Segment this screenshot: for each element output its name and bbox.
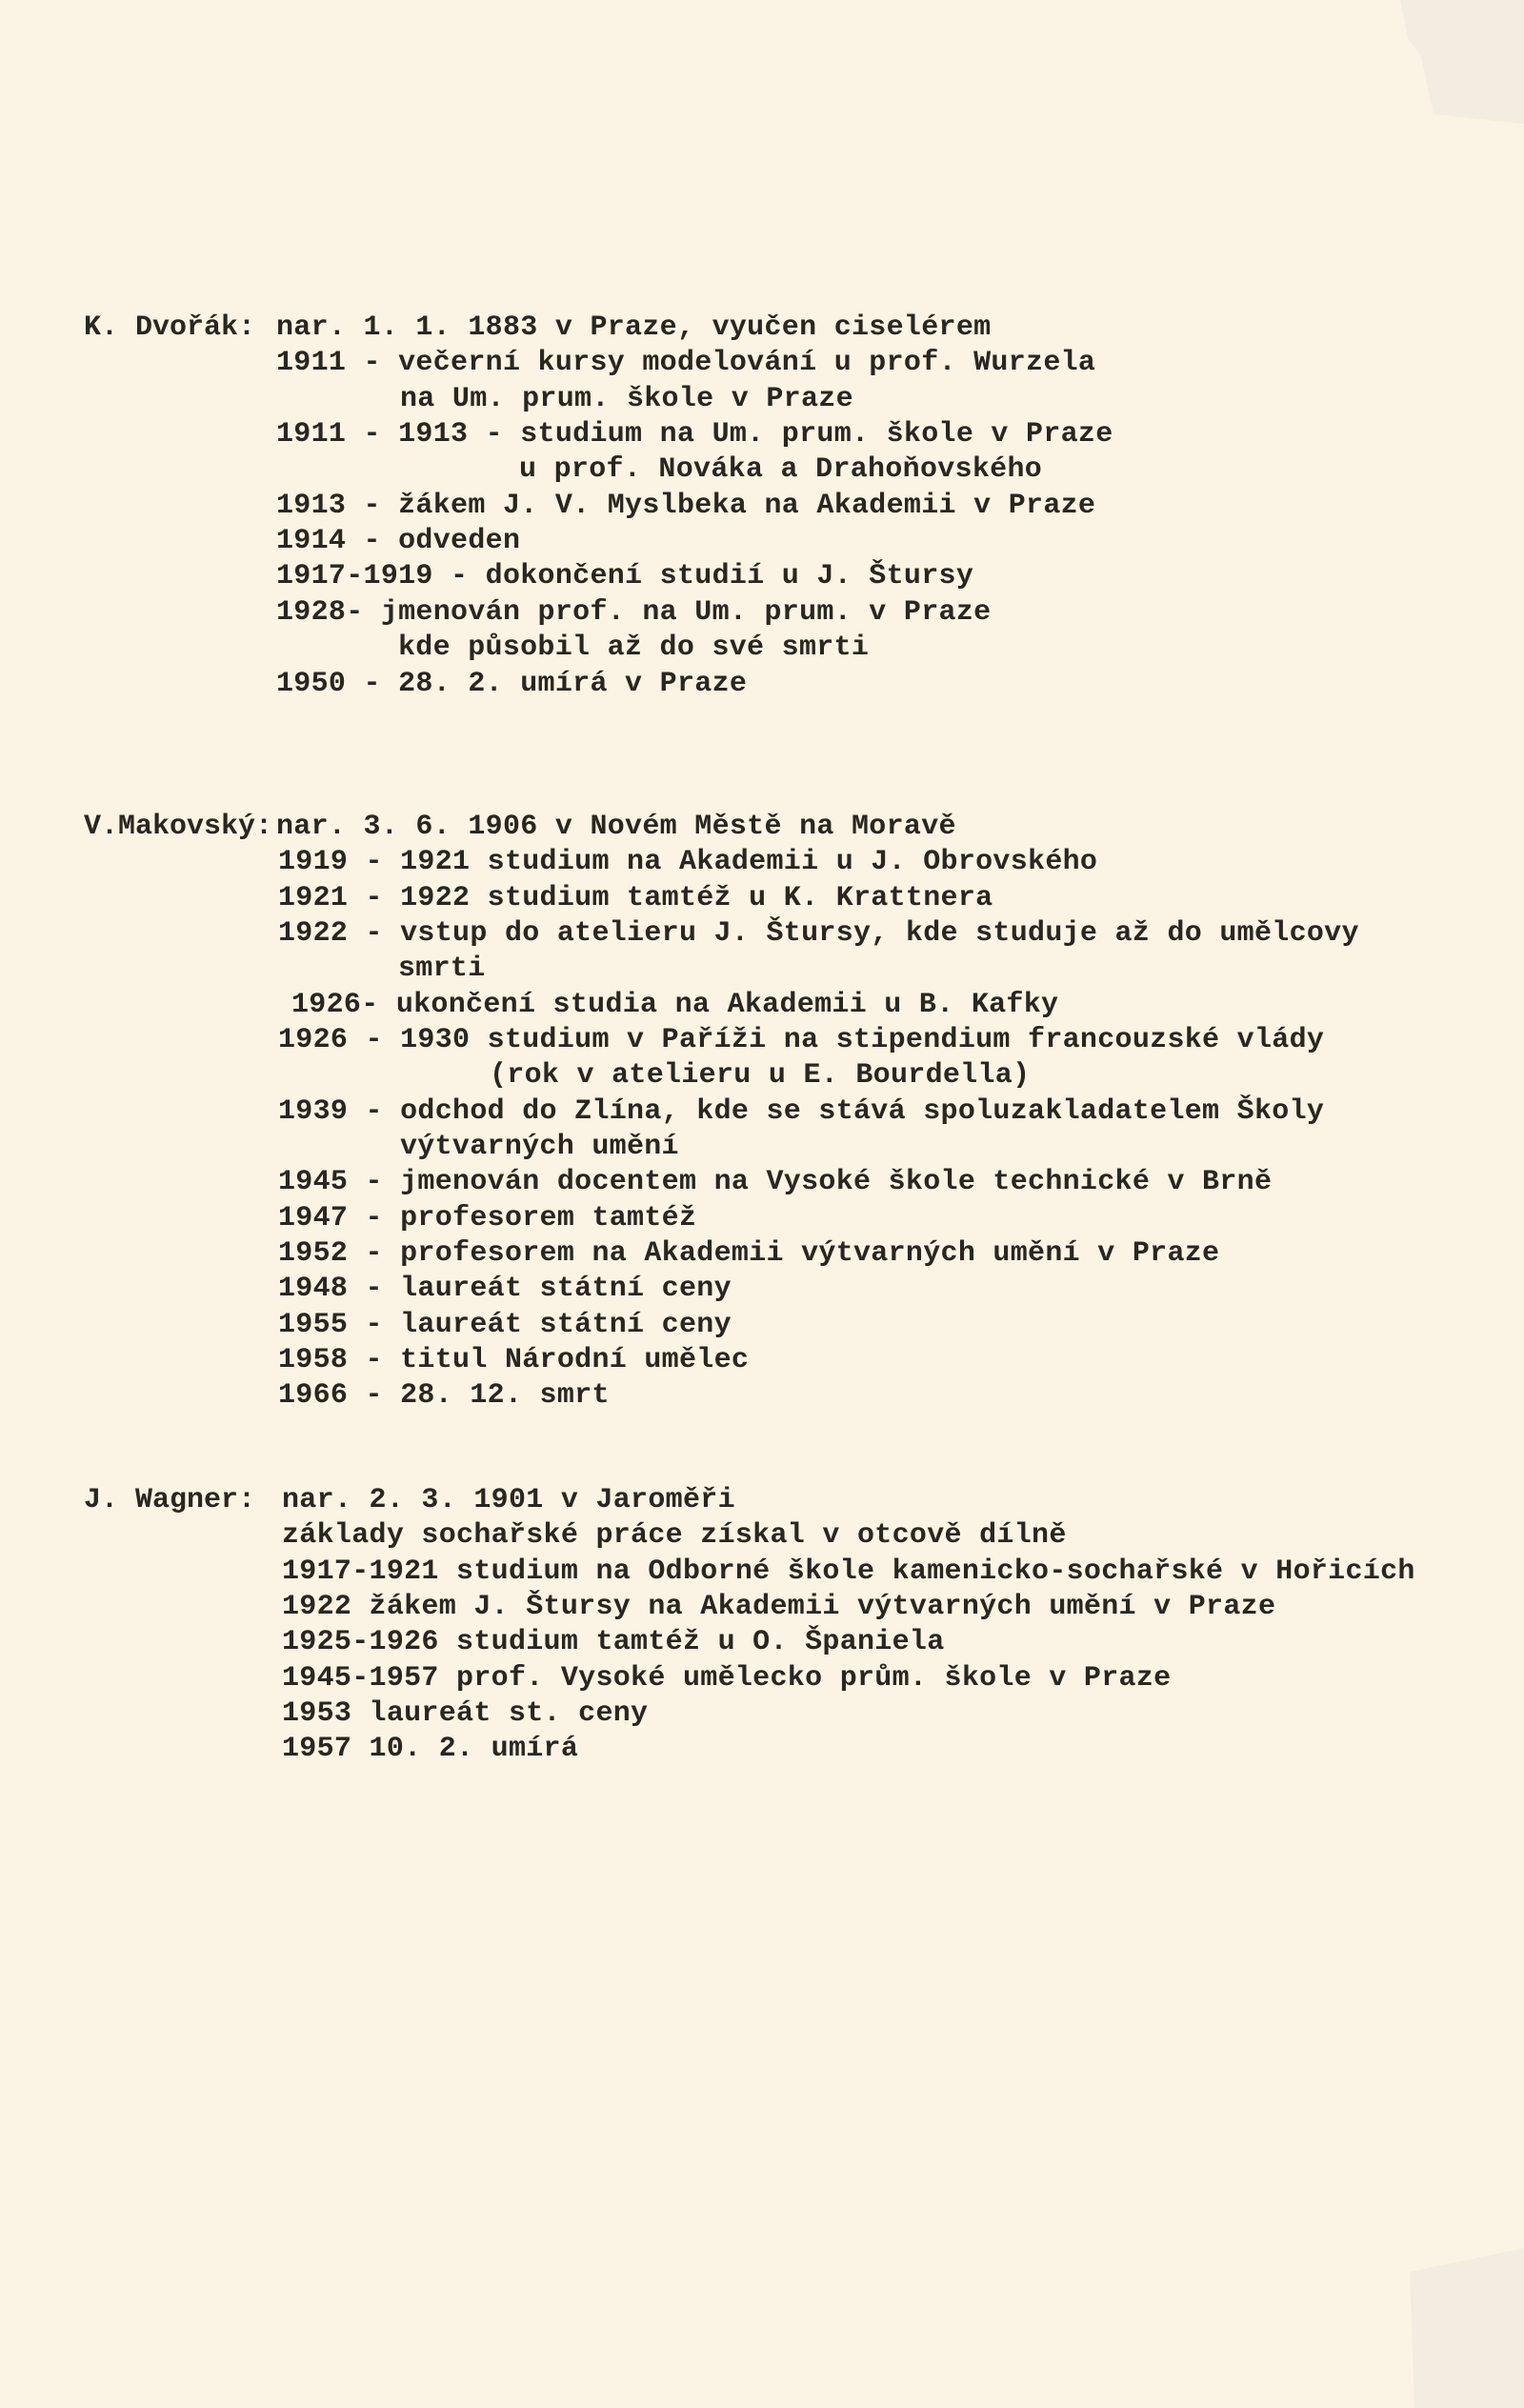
text-line: 1947 - profesorem tamtéž xyxy=(278,1202,697,1234)
text-line: 1952 - profesorem na Akademii výtvarných umění v Praze xyxy=(278,1237,1220,1270)
text-line: 1939 - odchod do Zlína, kde se stává spoluzakladatelem Školy xyxy=(278,1095,1325,1128)
text-line: 1911 - 1913 - studium na Um. prum. škole v Praze xyxy=(276,418,1113,451)
text-line: 1913 - žákem J. V. Myslbeka na Akademii v Praze xyxy=(276,490,1096,522)
text-line: 1922 - vstup do atelieru J. Štursy, kde studuje až do umělcovy xyxy=(278,917,1359,950)
text-line: (rok v atelieru u E. Bourdella) xyxy=(490,1059,1031,1092)
text-line: výtvarných umění xyxy=(400,1131,679,1163)
text-line: 1945 - jmenován docentem na Vysoké škole technické v Brně xyxy=(278,1166,1273,1198)
text-line: 1919 - 1921 studium na Akademii u J. Obrovského xyxy=(278,846,1098,878)
text-line: na Um. prum. škole v Praze xyxy=(400,383,853,415)
text-line: kde působil až do své smrti xyxy=(398,632,870,664)
text-line: 1950 - 28. 2. umírá v Praze xyxy=(276,668,748,700)
text-line: 1922 žákem J. Štursy na Akademii výtvarných umění v Praze xyxy=(282,1591,1276,1623)
section-heading-dvorak: K. Dvořák: xyxy=(84,311,256,344)
text-line: 1953 laureát st. ceny xyxy=(282,1697,649,1730)
section-heading-wagner: J. Wagner: xyxy=(84,1484,256,1516)
text-line: 1926 - 1930 studium v Paříži na stipendium francouzské vlády xyxy=(278,1024,1325,1056)
text-line: 1926- ukončení studia na Akademii u B. Kafky xyxy=(291,989,1059,1021)
text-line: 1948 - laureát státní ceny xyxy=(278,1273,732,1305)
text-line: nar. 1. 1. 1883 v Praze, vyučen ciselérem xyxy=(276,311,992,344)
text-line: nar. 3. 6. 1906 v Novém Městě na Moravě xyxy=(276,811,956,843)
text-line: 1917-1921 studium na Odborné škole kamenicko-sochařské v Hořicích xyxy=(282,1555,1415,1588)
text-line: 1945-1957 prof. Vysoké umělecko prům. škole v Praze xyxy=(282,1662,1172,1695)
text-line: 1917-1919 - dokončení studií u J. Štursy xyxy=(276,560,974,592)
section-heading-makovsky: V.Makovský: xyxy=(84,811,273,843)
text-line: 1914 - odveden xyxy=(276,525,521,557)
text-line: 1966 - 28. 12. smrt xyxy=(278,1379,610,1412)
text-line: základy sochařské práce získal v otcově dílně xyxy=(282,1519,1067,1552)
text-line: 1955 - laureát státní ceny xyxy=(278,1309,732,1341)
text-line: 1921 - 1922 studium tamtéž u K. Krattnera xyxy=(278,882,993,914)
text-line: 1928- jmenován prof. na Um. prum. v Praze xyxy=(276,596,992,629)
text-line: u prof. Nováka a Drahoňovského xyxy=(519,453,1043,486)
text-line: 1958 - titul Národní umělec xyxy=(278,1344,750,1376)
text-line: 1925-1926 studium tamtéž u O. Španiela xyxy=(282,1626,945,1658)
text-line: 1957 10. 2. umírá xyxy=(282,1733,579,1765)
text-line: smrti xyxy=(398,953,486,985)
text-line: nar. 2. 3. 1901 v Jaroměři xyxy=(282,1484,735,1516)
text-line: 1911 - večerní kursy modelování u prof. Wurzela xyxy=(276,347,1096,379)
